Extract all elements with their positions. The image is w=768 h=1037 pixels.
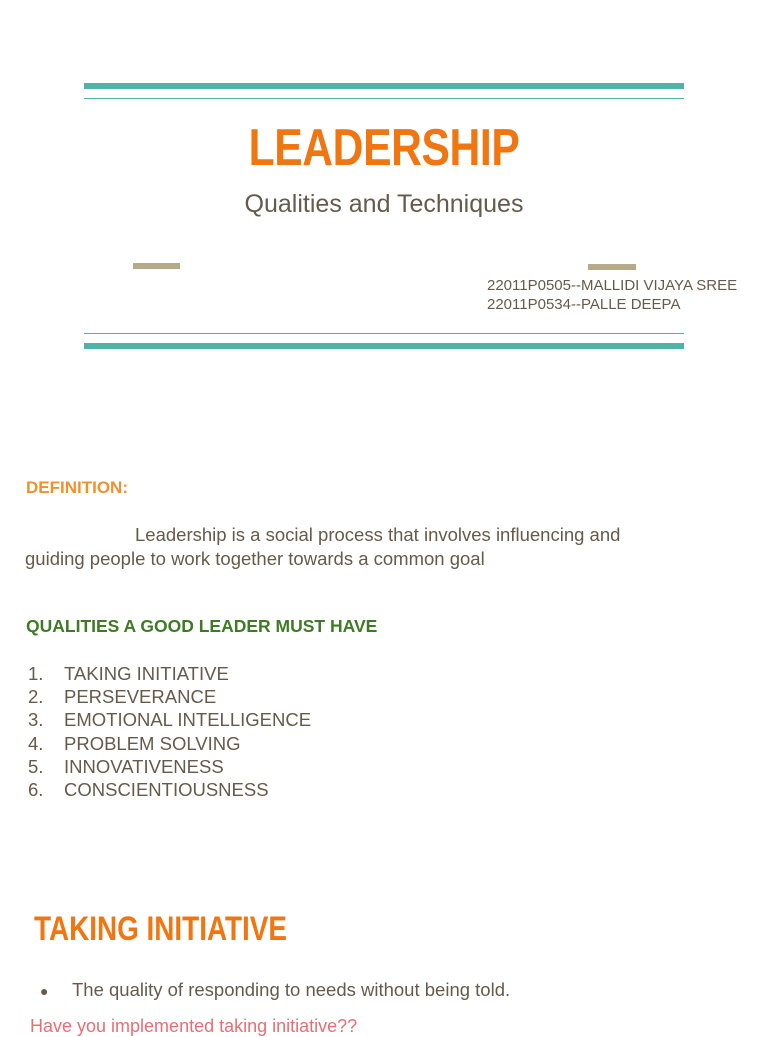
list-number: 2. [28, 686, 44, 708]
list-item [28, 778, 311, 801]
list-item [28, 662, 311, 685]
definition-label: DEFINITION: [26, 478, 128, 497]
list-label: PERSEVERANCE [64, 686, 217, 708]
bullet-item [40, 979, 510, 1003]
definition-text [25, 523, 725, 571]
list-label: CONSCIENTIOUSNESS [64, 779, 269, 801]
definition-line-1: Leadership is a social process that involves influencing and [135, 524, 621, 545]
page-title: LEADERSHIP [248, 119, 520, 177]
list-item [28, 685, 311, 708]
list-label: PROBLEM SOLVING [64, 732, 241, 754]
author-list [487, 276, 737, 314]
list-number: 3. [28, 709, 44, 731]
list-number: 4. [28, 732, 44, 754]
bottom-rule-thick [84, 343, 684, 349]
author-line: 22011P0505--MALLIDI VIJAYA SREE [487, 277, 738, 294]
list-item [28, 708, 311, 731]
accent-bar-left [133, 263, 180, 269]
list-number: 6. [28, 779, 44, 801]
list-number: 5. [28, 755, 44, 777]
list-label: EMOTIONAL INTELLIGENCE [64, 709, 312, 731]
author-line: 22011P0534--PALLE DEEPA [487, 296, 681, 313]
top-rule-thin [84, 98, 684, 99]
page-subtitle: Qualities and Techniques [244, 190, 524, 218]
accent-bar-right [588, 264, 636, 270]
qualities-heading: QUALITIES A GOOD LEADER MUST HAVE [26, 616, 378, 636]
bottom-rule-thin [84, 333, 684, 334]
bullet-text: The quality of responding to needs without being told. [72, 979, 511, 1000]
list-label: INNOVATIVENESS [64, 755, 224, 777]
bullet-dot-icon: ● [40, 983, 49, 999]
cut-off-text: Have you implemented taking initiative?? [30, 1016, 358, 1036]
qualities-list [28, 662, 311, 801]
section-heading-taking-initiative: TAKING INITIATIVE [34, 910, 287, 948]
definition-line-2: guiding people to work together towards a common goal [25, 548, 485, 569]
list-number: 1. [28, 663, 44, 684]
list-item [28, 732, 311, 755]
top-rule-thick [84, 83, 684, 89]
list-item [28, 755, 311, 778]
list-label: TAKING INITIATIVE [64, 663, 229, 684]
